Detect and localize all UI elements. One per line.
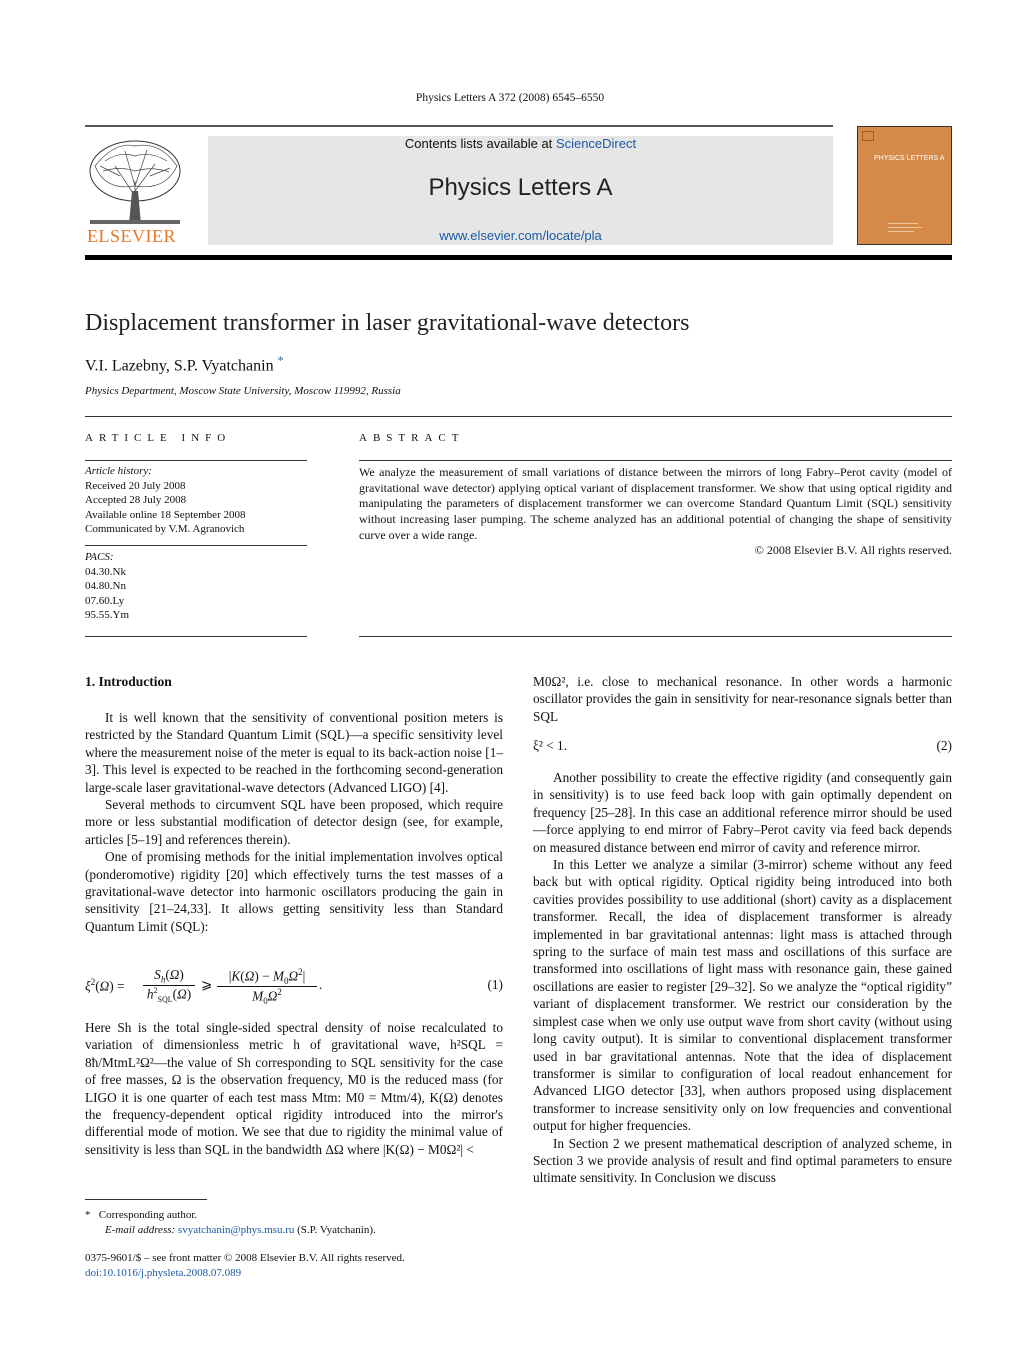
doi-link[interactable]: doi:10.1016/j.physleta.2008.07.089 [85,1267,242,1279]
history-item: Received 20 July 2008 [85,479,186,492]
paragraph: One of promising methods for the initial implementation involves optical (ponderomotive) rigidity [20] which effectively turns the test masses of a gravitational-wave detector into harmonic oscillators producing the gain in sensitivity [21–24,33]. It allows getting sensitivity less than Standard Quantum Limit (SQL): [85,849,503,934]
journal-title: Physics Letters A [428,174,613,201]
paragraph: In this Letter we analyze a similar (3-mirror) scheme without any feed back but with optical rigidity. Optical rigidity being introduced into both cavities provides possibility to use additional (short) cavity as a displacement transformer. Recall, the idea of displacement transformer is already implemented in bar gravitational antennas: light mass is attached through spring to the surface of main test mass and oscillations of this surface are transformed into oscillations of light mass with resonance gain, these gained oscillations are easier to register [29–32]. So we analyze the “optical rigidity” variant of displacement transformer. We restrict our consideration by the simplest case when we only use output wave from short cavity (without using long cavity output). It is similar to conventional displacement transformer used in bar gravitational antennas. Note that the idea of displacement transformer is similar to configuration of local readout enhancement for Advanced LIGO detector [33], when authors proposed using displacement transformer to increase sensitivity only on low frequencies and conventional output for higher frequencies. [533,857,952,1134]
paragraph: M0Ω², i.e. close to mechanical resonance. In other words a harmonic oscillator provides the gain in sensitivity for near-resonance signals better than SQL [533,674,952,724]
pacs-item: 04.30.Nk [85,565,126,578]
elsevier-logo [85,136,185,246]
paragraph: Another possibility to create the effective rigidity (and consequently gain in sensitivity) is to use feed back loop with gain optimally dependent on frequency [25–28]. In this case an additional reference mirror should be used—force applying to end mirror of Fabry–Perot cavity via feed back depends on measured distance between end mirror of cavity and reference mirror. [533,770,952,855]
email-link[interactable]: svyatchanin@phys.msu.ru [177,1224,295,1236]
paragraph: Several methods to circumvent SQL have been proposed, which require more or less substantial modification of detector design (see, for example, articles [5–19] and references therein). [85,797,503,847]
affiliation: Physics Department, Moscow State University, Moscow 119992, Russia [85,385,401,397]
pacs-item: 07.60.Ly [85,594,125,607]
article-history: Article history: Received 20 July 2008 Accepted 28 July 2008 Available online 18 September 2008 Communicated by V.M. Agranovich [85,465,246,535]
authors: V.I. Lazebny, S.P. Vyatchanin * [85,353,284,375]
right-column-continued [533,769,952,1187]
right-column [533,673,952,725]
corresponding-author-mark[interactable]: * [277,353,284,367]
article-info-heading: ARTICLE INFO [85,432,232,444]
left-column [85,709,503,935]
cover-logo-icon [862,131,874,141]
journal-banner [208,136,833,245]
history-item: Communicated by V.M. Agranovich [85,523,245,535]
history-item: Available online 18 September 2008 [85,508,246,521]
article-title: Displacement transformer in laser gravitational-wave detectors [85,310,690,336]
abstract-text: We analyze the measurement of small variations of distance between the mirrors of long Fabry–Perot cavity (model of gravitational wave detector) applying optical variant of displacement transformer. We show that using optical rigidity and manipulating the parameters of displacement transformer we can overcome Standard Quantum Limit (SQL) sensitivity without increasing laser pumping. The scheme analyzed has an additional potential of changing the shape of sensitivity curve over a wide range. [359,465,952,542]
journal-url[interactable]: www.elsevier.com/locate/pla [439,228,602,243]
sciencedirect-link[interactable]: ScienceDirect [555,136,637,151]
header-thick-rule [85,255,952,260]
divider [85,416,952,417]
cover-title: PHYSICS LETTERS A [874,155,945,162]
history-item: Accepted 28 July 2008 [85,494,187,506]
left-column-continued [85,1019,503,1158]
issn-line: 0375-9601/$ – see front matter © 2008 Elsevier B.V. All rights reserved. [85,1252,405,1264]
contents-line: Contents lists available at ScienceDirect [404,136,637,151]
equation-1: $\xi^2(\Omega)$ = $S_h(\Omega)$ $h^2_{SQL}(\Omega)$ ⩾ $|K(\Omega) - M_0\Omega^2|$ $M_0\Omega^2$ . (1) [85,967,503,1007]
equation-2: ξ² < 1. (2) [533,738,952,753]
equation-number: (1) [487,977,503,992]
paragraph: Here Sh is the total single-sided spectral density of noise recalculated to variation of dimensionless metric h of gravitational wave, h²SQL = 8ħ/MtmL²Ω²—the value of Sh corresponding to SQL sensitivity for the case of free masses, Ω is the observation frequency, M0 is the reduced mass (for LIGO it is one quarter of each test mass Mtm: M0 = Mtm/4), K(Ω) denotes the frequency-dependent optical rigidity introduced into the mirror's differential mode of motion. We see that due to rigidity the minimal value of sensitivity is less than SQL in the bandwidth ΔΩ where |K(Ω) − M0Ω²| < [85,1020,503,1157]
pacs-list: PACS: 04.30.Nk 04.80.Nn 07.60.Ly 95.55.Ym [85,551,129,621]
header-rule [85,125,833,127]
front-matter [85,1251,405,1281]
abstract-copyright: © 2008 Elsevier B.V. All rights reserved. [754,543,952,557]
equation-number: (2) [936,738,952,753]
paragraph: It is well known that the sensitivity of conventional position meters is restricted by the Standard Quantum Limit (SQL)—a specific sensitivity level where the measurement noise of the meter is equal to its back-action noise [1–3]. This level is expected to be reached in the forthcoming second-generation large-scale laser gravitational-wave detectors (Advanced LIGO) [4]. [85,710,503,795]
pacs-item: 95.55.Ym [85,609,129,621]
footnote: * Corresponding author. E-mail address: svyatchanin@phys.msu.ru (S.P. Vyatchanin). [85,1209,376,1236]
section-heading: 1. Introduction [85,674,172,689]
elsevier-wordmark: ELSEVIER [87,226,176,246]
journal-cover [857,126,952,245]
journal-citation: Physics Letters A 372 (2008) 6545–6550 [415,92,605,104]
abstract-heading: ABSTRACT [359,432,465,444]
paragraph: In Section 2 we present mathematical description of analyzed scheme, in Section 3 we provide analysis of result and find optimal parameters to ensure ultimate sensitivity. In Conclusion we discuss [533,1135,952,1186]
pacs-item: 04.80.Nn [85,580,126,592]
